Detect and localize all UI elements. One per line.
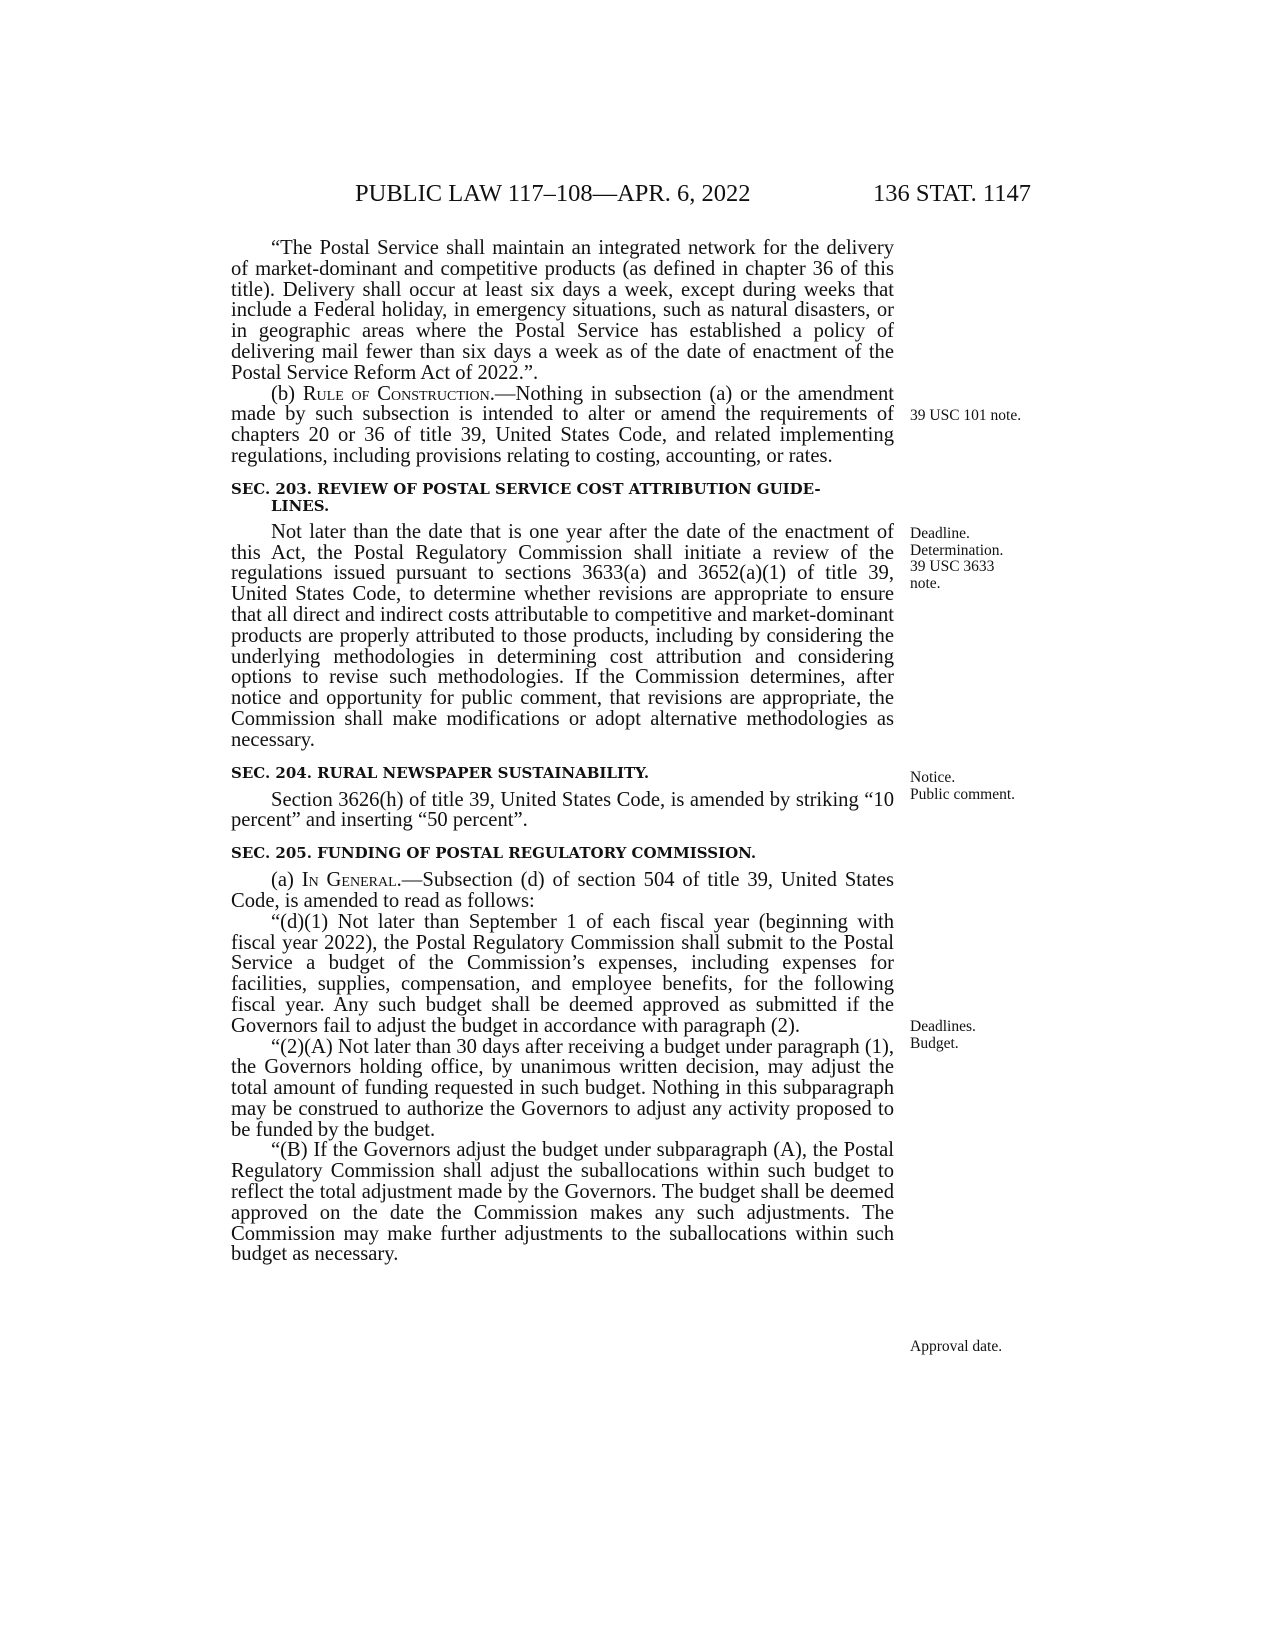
- margin-note-deadline-determination: [910, 526, 1003, 592]
- paragraph-b-rule-of-construction: [231, 384, 894, 467]
- margin-note-line: 39 USC 3633: [910, 558, 995, 575]
- section-203-heading: [231, 481, 894, 515]
- margin-note-line: Budget.: [910, 1034, 959, 1052]
- margin-note-line: Public comment.: [910, 785, 1016, 803]
- section-204-text: Section 3626(h) of title 39, United States Code, is amended by striking “10 percent” and inserting “50 percent”.: [231, 788, 894, 832]
- paragraph-2b: “(B) If the Governors adjust the budget under subparagraph (A), the Postal Regulatory Commission shall adjust the suballocations within such budget to reflect the total adjustment made by the Governors. The budget shall be deemed approved on the date the Commission makes any such adjustments. The Commission may make further adjustments to the suballocations within such budget as necessary.: [231, 1139, 894, 1266]
- paragraph-b-prefix: (b): [271, 382, 303, 405]
- paragraph-a-heading: In General: [301, 869, 397, 892]
- margin-note-line: Deadline.: [910, 525, 970, 542]
- margin-note-line: Notice.: [910, 769, 956, 786]
- section-204-heading: SEC. 204. RURAL NEWSPAPER SUSTAINABILITY.: [231, 763, 650, 782]
- paragraph-a-text: .—Subsection (d) of section 504 of title 39, United States Code, is amended to read as follows:: [231, 869, 895, 912]
- margin-note-39-usc-101: 39 USC 101 note.: [910, 407, 1022, 424]
- paragraph-d1: “(d)(1) Not later than September 1 of each fiscal year (beginning with fiscal year 2022), the Postal Regulatory Commission shall submit to the Postal Service a budget of the Commission’s expenses, including expenses for facilities, supplies, compensation, and employee benefits, for the following fiscal year. Any such budget shall be deemed approved as submitted if the Governors fail to adjust the budget in accordance with paragraph (2).: [231, 910, 894, 1037]
- running-head-stat-page: 136 STAT. 1147: [873, 180, 1031, 207]
- margin-note-approval-date: Approval date.: [910, 1338, 1003, 1355]
- main-text: [231, 238, 894, 1265]
- paragraph-b-heading: Rule of Construction: [302, 382, 490, 405]
- margin-note-line: Determination.: [910, 541, 1004, 559]
- section-203-heading-line2: LINES.: [271, 496, 330, 515]
- paragraph-b-text: .—Nothing in subsection (a) or the amendment made by such subsection is intended to alter or amend the requirements of chapters 20 or 36 of title 39, United States Code, and related implementing regulations, including provisions relating to costing, accounting, or rates.: [231, 382, 894, 467]
- margin-note-notice-public-comment: [910, 770, 1015, 803]
- paragraph-2a: “(2)(A) Not later than 30 days after receiving a budget under paragraph (1), the Governors holding office, by unanimous written decision, may adjust the total amount of funding requested in such budget. Nothing in this subparagraph may be construed to authorize the Governors to adjust any activity proposed to be funded by the budget.: [231, 1035, 894, 1141]
- quoted-paragraph: “The Postal Service shall maintain an integrated network for the delivery of market-dominant and competitive products (as defined in chapter 36 of this title). Delivery shall occur at least six days a week, except during weeks that include a Federal holiday, in emergency situations, such as natural disasters, or in geographic areas where the Postal Service has established a policy of delivering mail fewer than six days a week as of the date of enactment of the Postal Service Reform Act of 2022.”.: [231, 237, 894, 384]
- running-head-title: PUBLIC LAW 117–108—APR. 6, 2022: [355, 180, 751, 207]
- section-203-heading-line1: SEC. 203. REVIEW OF POSTAL SERVICE COST ATTRIBUTION GUIDE-: [231, 479, 821, 498]
- paragraph-a-prefix: (a): [271, 869, 302, 892]
- section-205-heading: SEC. 205. FUNDING OF POSTAL REGULATORY COMMISSION.: [231, 844, 757, 863]
- paragraph-a-in-general: [231, 870, 894, 912]
- margin-note-line: note.: [910, 574, 941, 592]
- section-203-text: Not later than the date that is one year after the date of the enactment of this Act, the Postal Regulatory Commission shall initiate a review of the regulations issued pursuant to sections 3633(a) and 3652(a)(1) of title 39, United States Code, to determine whether revisions are appropriate to ensure that all direct and indirect costs attributable to competitive and market-dominant products are properly attributed to those products, including by considering the underlying methodologies in determining cost attribution and considering options to revise such methodologies. If the Commission determines, after notice and opportunity for public comment, that revisions are appropriate, the Commission shall make modifications or adopt alternative methodologies as necessary.: [231, 520, 894, 751]
- margin-note-deadlines-budget: [910, 1019, 976, 1052]
- margin-note-line: Deadlines.: [910, 1018, 976, 1035]
